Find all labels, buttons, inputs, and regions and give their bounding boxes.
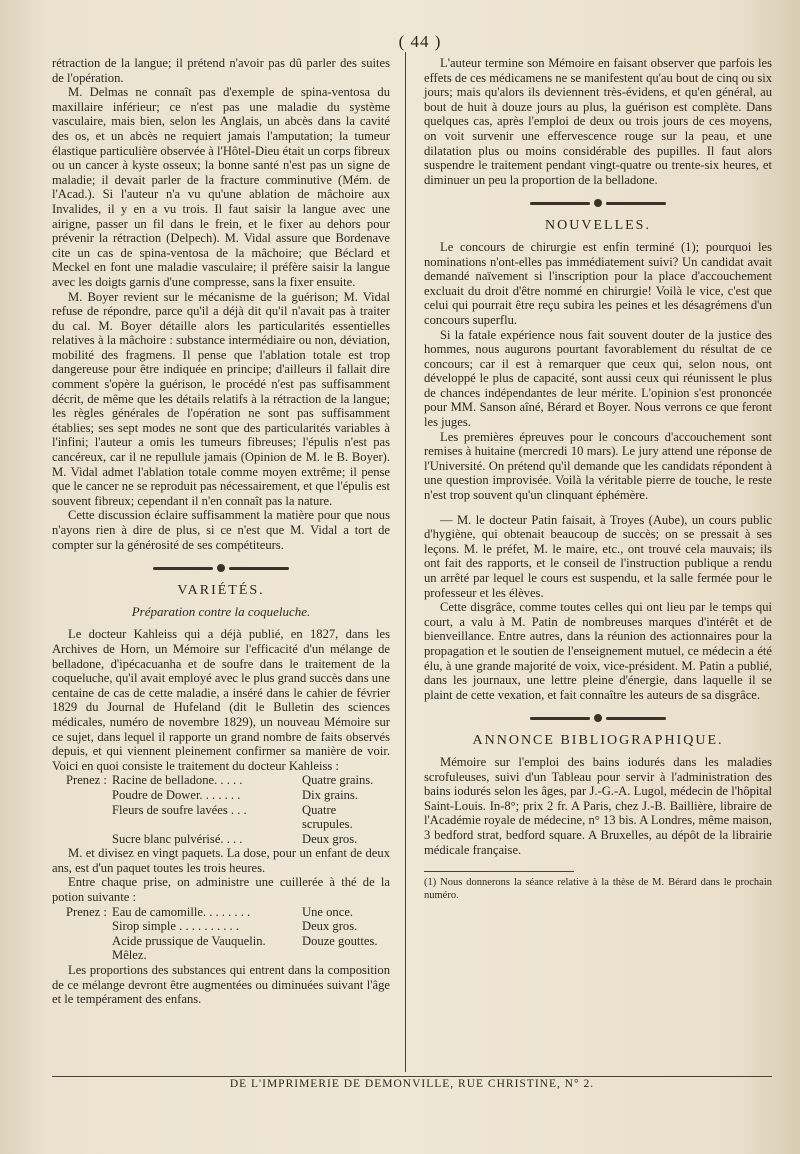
spacer xyxy=(424,503,772,513)
paragraph: Les proportions des substances qui entrent dans la composition de ce mélange devront être augmentées ou diminuées suivant l'âge et le tempérament des enfans. xyxy=(52,963,390,1007)
prescription-row: Sirop simple . . . . . . . . . . Deux gros. xyxy=(112,919,358,934)
paragraph: Le concours de chirurgie est enfin terminé (1); pourquoi les nominations n'ont-elles pas immédiatement suivi? Un candidat avait demandé naïvement si l'inscription pour la place d'accouchement excluait du droit d'être nommé en chirurgie! Voilà le vice, c'est que celui qui pourrait être reçu subira les peines et les désagrémens d'un concours superflu. xyxy=(424,239,772,327)
paragraph: rétraction de la langue; il prétend n'avoir pas dû parler des suites de l'opération. xyxy=(52,56,390,85)
prescription-row: Poudre de Dower. . . . . . . Dix grains. xyxy=(112,787,358,802)
prescription-row: Acide prussique de Vauquelin. Douze gouttes. xyxy=(112,933,378,948)
paragraph: M. et divisez en vingt paquets. La dose, pour un enfant de deux ans, est d'un paquet toutes les trois heures. xyxy=(52,846,390,875)
paragraph: M. Delmas ne connaît pas d'exemple de spina-ventosa du maxillaire inférieur; ce n'est pas une maladie du système vasculaire, mais bien, selon les Anglais, un abcès dans la cavité des os, et un abcès ne requiert jamais l'amputation; la tumeur élastique particulière observée à l'Hôtel-Dieu était un corps fibreux ou un cancer à kyste osseux; la bonne santé n'est pas un signe de maladie; il devait parler de la fracture comminutive (Mém. de l'Acad.). Si l'auteur n'a vu qu'une ablation de mâchoire aux Invalides, il y en a vu trois. Il faut saisir la langue avec une airigne, passer un fil dans le frein, et le fixer au dehors pour prévenir la rétraction (Delpech). M. Vidal assure que Bordenave cite un cas de spina-ventosa de la mâchoire; que Béclard et Meckel en font une maladie vasculaire; il préfère saisir la langue avec les doigts garnis d'une compresse, sans la fixer ensuite. xyxy=(52,85,390,289)
prescription-row: Sucre blanc pulvérisé. . . . Deux gros. xyxy=(112,831,358,846)
paragraph: Mémoire sur l'emploi des bains iodurés dans les maladies scrofuleuses, suivi d'un Tableau pour servir à l'administration des bains iodurés selon les âges, par J.-G.-A. Lugol, médecin de l'hôpital Saint-Louis. In-8°; prix 2 fr. A Paris, chez J.-B. Baillière, libraire de l'Académie royale de médecine, n° 13 bis. A Londres, même maison, 3 bedford strat, bedford square. A Bruxelles, au dépôt de la librairie médicale française. xyxy=(424,754,772,857)
column-divider xyxy=(405,52,406,1072)
prescription-row: Prenez : Racine de belladone. . . . . Quatre grains. xyxy=(66,773,374,788)
left-column xyxy=(52,56,390,1007)
prescription-row: Fleurs de soufre lavées . . . Quatre scrupules. xyxy=(112,802,353,832)
page-number: ( 44 ) xyxy=(398,32,442,51)
section-ornament xyxy=(424,195,772,207)
prescription-table-2 xyxy=(66,905,378,963)
section-ornament xyxy=(52,560,390,572)
footnote-rule xyxy=(424,871,574,872)
paragraph: — M. le docteur Patin faisait, à Troyes (Aube), un cours public d'hygiène, qui obtenait beaucoup de succès; on se pressait à ses leçons. M. le préfet, M. le maire, etc., ont trouvé cela mauvais; ils ont fait des rapports, et le conseil de l'instruction publique a rendu un arrêté par lequel le cours est suspendu, et la salle fermée pour le professeur et les élèves. xyxy=(424,512,772,600)
paragraph: L'auteur termine son Mémoire en faisant observer que parfois les effets de ces médicamens ne se manifestent qu'au bout de cinq ou six jours; mais qu'alors ils deviennent très-évidens, et qu'en général, au bout de huit à douze jours au plus, la guérison est complète. Dans quelques cas, après l'emploi de deux ou trois jours de ces moyens, on voit survenir une effervescence rouge sur la peau, et une dilatation plus ou moins considérable des pupilles. Il faut alors suspendre le traitement pendant vingt-quatre ou trente-six heures, et diminuer un peu la proportion de la belladone. xyxy=(424,56,772,187)
prescription-row: Mêlez. xyxy=(112,948,147,963)
prescription-table-1 xyxy=(66,773,390,846)
section-heading-varietes: VARIÉTÉS. xyxy=(177,583,265,599)
prescription-row: Prenez : Eau de camomille. . . . . . . . Une once. xyxy=(66,904,354,919)
section-subheading: Préparation contre la coqueluche. xyxy=(131,603,311,619)
footnote: (1) Nous donnerons la séance relative à la thèse de M. Bérard dans le prochain numéro. xyxy=(424,877,772,902)
section-heading-nouvelles: NOUVELLES. xyxy=(545,218,651,234)
paragraph: Cette disgrâce, comme toutes celles qui ont lieu par le temps qui court, a valu à M. Patin de nombreuses marques d'intérêt et de bienveillance. Entre autres, dans la réunion des actionnaires pour la propagation et le soutien de l'enseignement mutuel, ce médecin a été élu, à une grande majorité de voix, vice-président. M. Patin a publié, dans les journaux, une lettre pleine d'énergie, dans laquelle il se plaint de cette vexation, et fait connaître les auteurs de sa disgrâce. xyxy=(424,600,772,702)
bottom-rule xyxy=(52,1076,772,1077)
section-ornament xyxy=(424,710,772,722)
paragraph: Les premières épreuves pour le concours d'accouchement sont remises à huitaine (mercredi 10 mars). Le jury attend une réponse de l'Université. On prétend qu'il demande que les candidats répondent à une question improvisée. Voilà la véritable pierre de touche, le reste n'est trop souvent qu'un clinquant éphémère. xyxy=(424,429,772,503)
paragraph: Le docteur Kahleiss qui a déjà publié, en 1827, dans les Archives de Horn, un Mémoire sur l'efficacité d'un mélange de belladone, d'ipécacuanha et de soufre dans le traitement de la coqueluche, qu'il avait employé avec le plus grand succès dans une centaine de cas de cette maladie, a inséré dans le cahier de février 1829 du Journal de Hufeland (dit le Bulletin des sciences médicales, numéro de novembre 1829), un nouveau Mémoire sur ce sujet, dans lequel il rapporte un grand nombre de faits observés depuis, et qui viennent pleinement confirmer sa manière de voir. Voici en quoi consiste le traitement du docteur Kahleiss : xyxy=(52,627,390,773)
paragraph: Cette discussion éclaire suffisamment la matière pour que nous n'ayons rien à dire de plus, si ce n'est que M. Vidal a tort de compter sur la générosité de ses compétiteurs. xyxy=(52,508,390,552)
imprint-line: DE L'IMPRIMERIE DE DEMONVILLE, RUE CHRISTINE, N° 2. xyxy=(229,1078,595,1090)
right-column xyxy=(424,56,772,902)
paragraph: Si la fatale expérience nous fait souvent douter de la justice des hommes, nous augurons pourtant favorablement du résultat de ce concours; car il est à remarquer que ceux qui, selon nous, ont développé le plus de capacité, sont aussi ceux qui réunissent le plus de chances indépendantes de leur mérite. L'opinion s'est prononcée pour MM. Sanson aîné, Bérard et Boyer. Nous verrons ce que feront les juges. xyxy=(424,327,772,430)
paragraph: M. Boyer revient sur le mécanisme de la guérison; M. Vidal refuse de répondre, parce qu'il a déjà dit qu'il n'avait pas à traiter du cal. M. Boyer détaille alors les particularités essentielles relatives à la mâchoire : substance intermédiaire ou non, déviation, mobilité des fragmens. Il pense que l'ablation totale est trop dangereuse pour être indiquée en principe; d'ailleurs il fallait dire comment s'opère la guérison, le procédé n'est pas suffisamment décrit, de même que les détails relatifs à la rétraction de la langue; les règles générales de l'opération ne sont pas suffisamment établies; ses sept modes ne sont que des particularités variables à l'infini; l'auteur a omis les tumeurs fibreuses; l'épulis n'est pas cancéreux, car il ne repullule jamais (Opinion de M. le B. Boyer). M. Vidal admet l'ablation totale comme moyen extrême; il pense que le cancer ne se reproduit pas nécessairement, et que l'épulis est souvent fibreux; cependant il n'en connaît pas la nature. xyxy=(52,289,390,508)
section-heading-annonce: ANNONCE BIBLIOGRAPHIQUE. xyxy=(472,733,724,749)
paragraph: Entre chaque prise, on administre une cuillerée à thé de la potion suivante : xyxy=(52,875,390,905)
